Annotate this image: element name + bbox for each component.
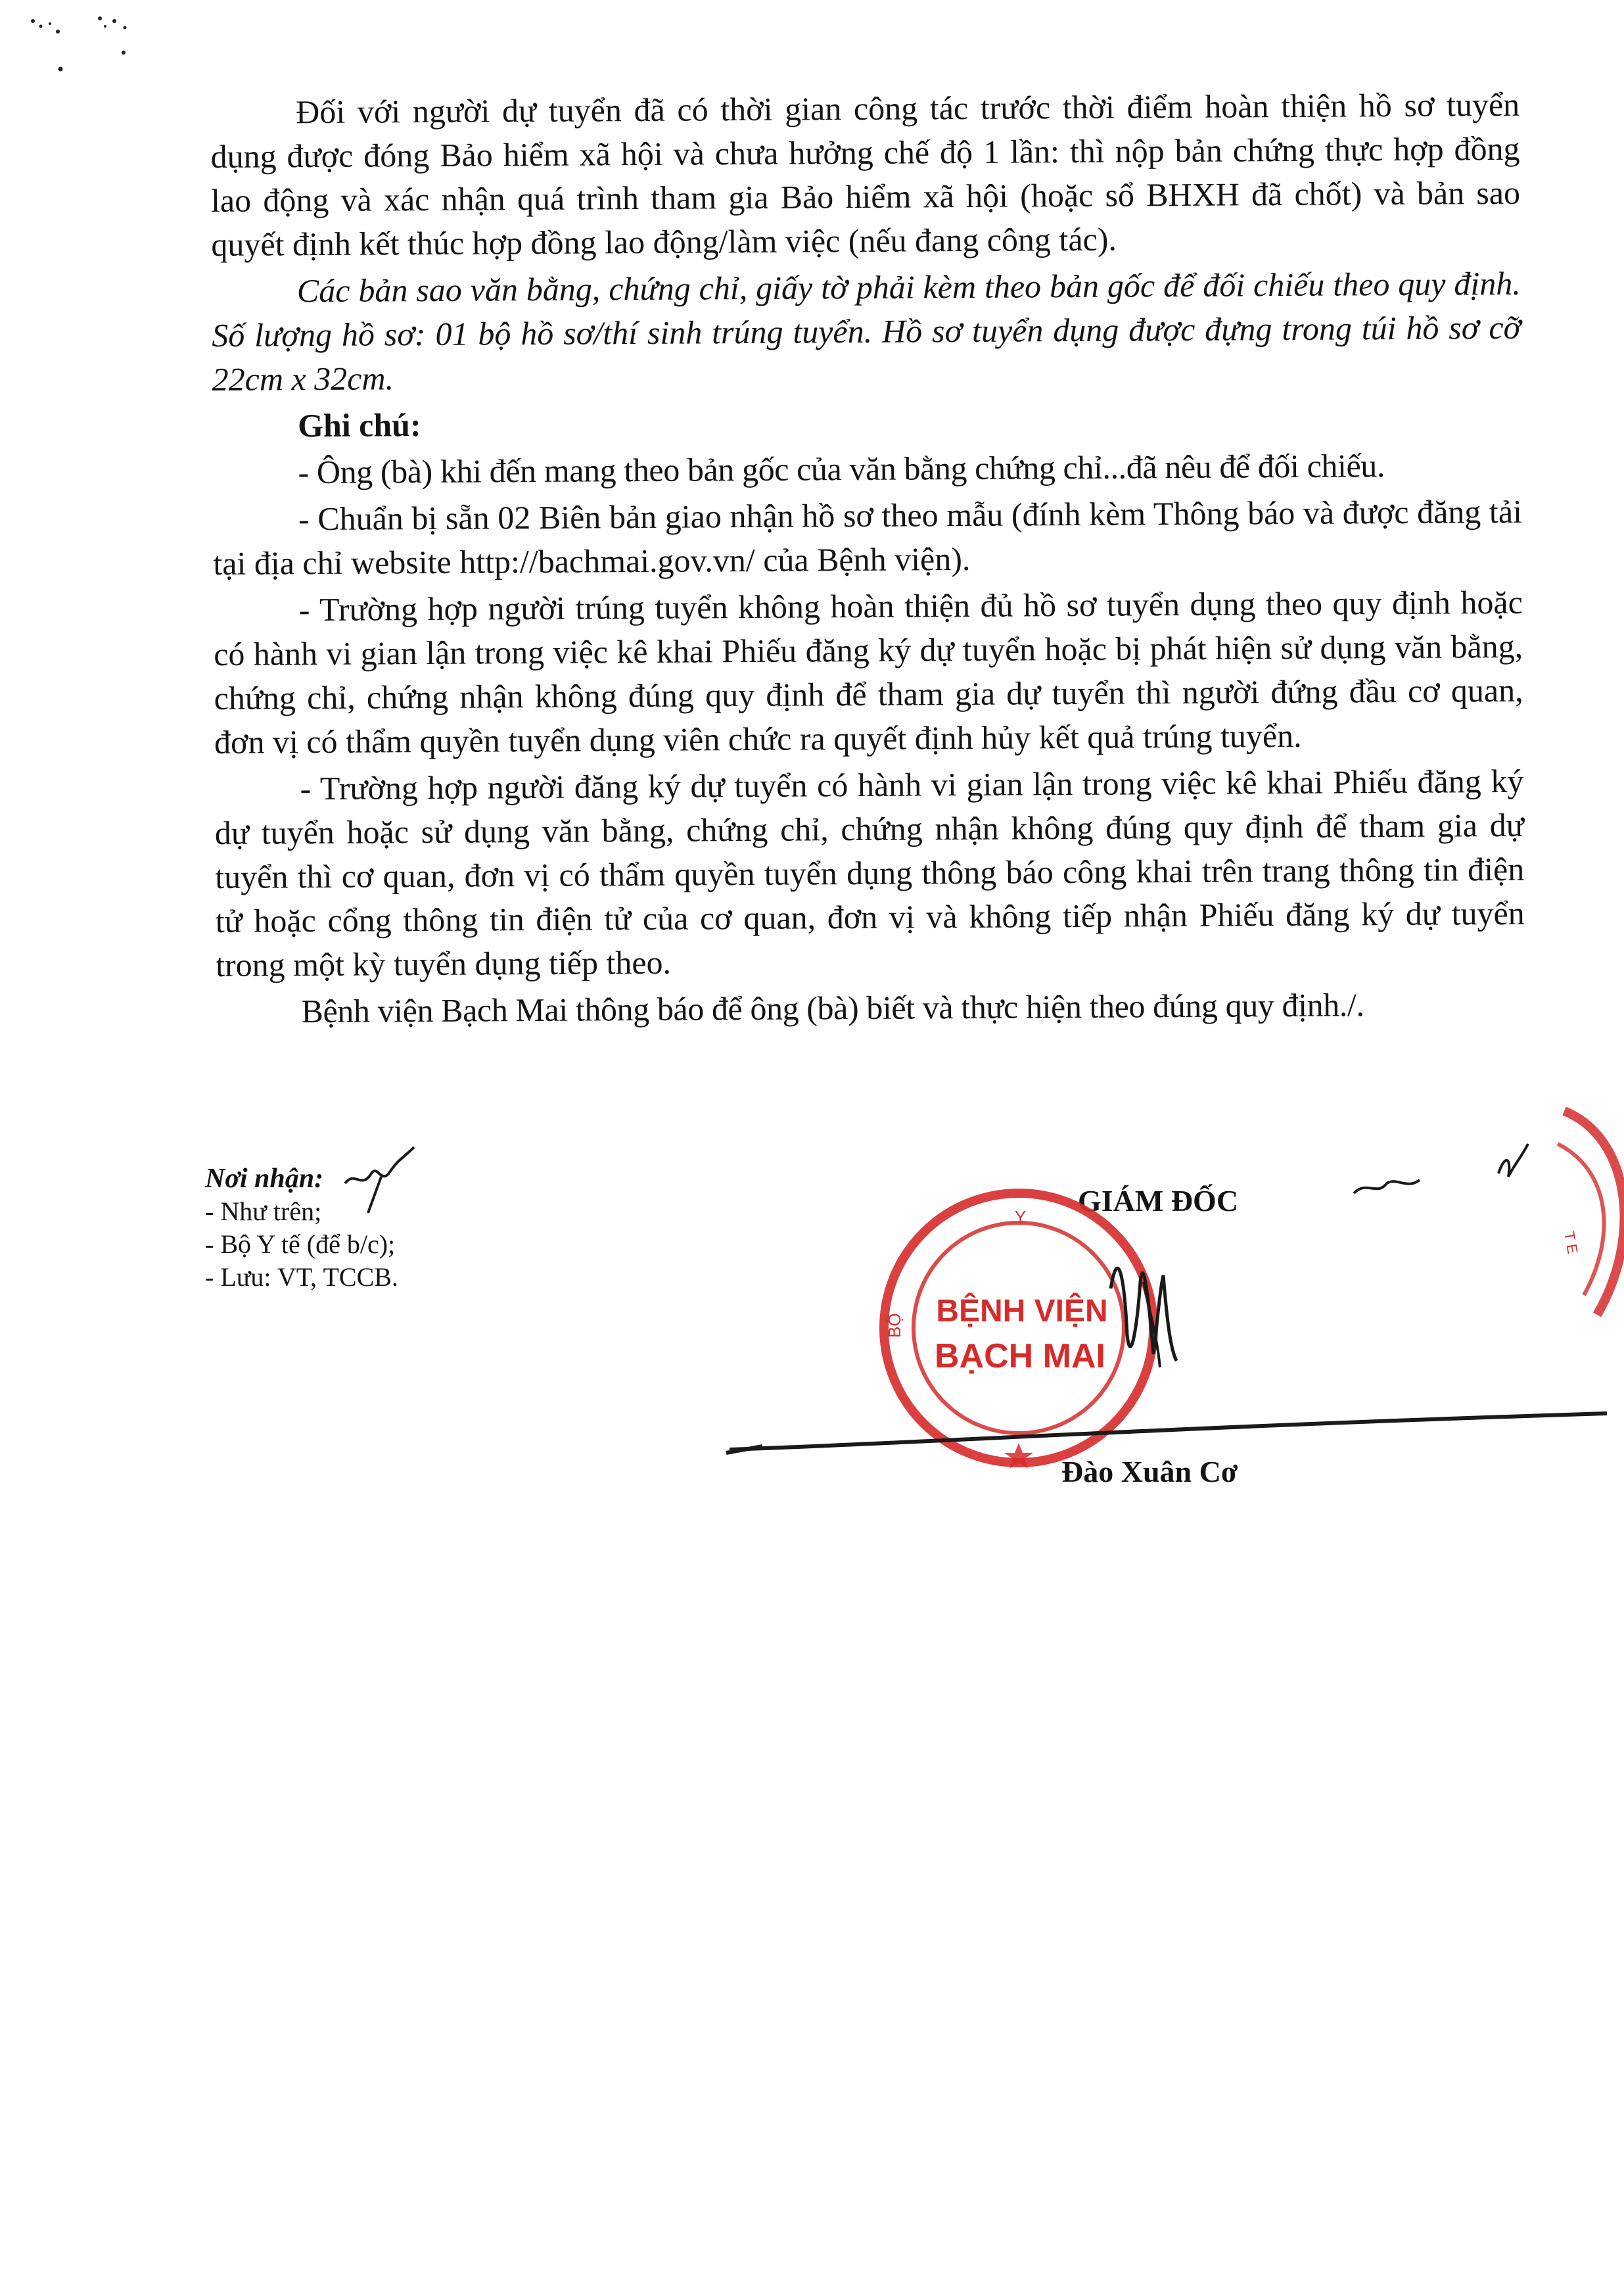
recipients-initials [342,1144,421,1216]
closing-statement: Bệnh viện Bạch Mai thông báo để ông (bà) biết và thực hiện theo đúng quy định./. [301,986,1364,1030]
director-title: GIÁM ĐỐC [1078,1184,1239,1217]
note-heading: Ghi chú: [297,406,421,444]
paragraph-copies: Các bản sao văn bằng, chứng chỉ, giấy tờ phải kèm theo bản gốc để đối chiếu theo quy định. Số lượng hồ sơ: 01 bộ hồ sơ/thí sinh trúng tuyển. Hồ sơ tuyển dụng được đựng trong túi hồ sơ cỡ 22cm x 32cm. [212,264,1521,398]
stamp-ring-left: BỘ [885,1313,904,1338]
body-text [210,83,1525,1037]
note-item-incomplete: - Trường hợp người trúng tuyển không hoàn thiện đủ hồ sơ tuyển dụng theo quy định hoặc có hành vi gian lận trong việc kê khai Phiếu đăng ký dự tuyển hoặc bị phát hiện sử dụng văn bằng, chứng chỉ, chứng nhận không đúng quy định để tham gia dự tuyển thì người đứng đầu cơ quan, đơn vị có thẩm quyền tuyển dụng viên chức ra quyết định hủy kết quả trúng tuyển. [214,583,1523,761]
note-item-fraud: - Trường hợp người đăng ký dự tuyển có hành vi gian lận trong việc kê khai Phiếu đăng ký dự tuyển hoặc sử dụng văn bằng, chứng chỉ, chứng nhận không đúng quy định để tham gia dự tuyển thì cơ quan, đơn vị có thẩm quyền tuyển dụng thông báo công khai trên trang thông tin điện tử hoặc cổng thông tin điện tử của cơ quan, đơn vị và không tiếp nhận Phiếu đăng ký dự tuyển trong một kỳ tuyển dụng tiếp theo. [214,762,1525,983]
stamp-line-1: BỆNH VIỆN [936,1294,1108,1329]
signer-name: Đào Xuân Cơ [1061,1455,1238,1488]
recipient-item: - Lưu: VT, TCCB. [205,1262,398,1292]
svg-text:T E: T E [1561,1230,1581,1256]
recipient-item: - Bộ Y tế (để b/c); [205,1229,396,1259]
note-item-handover: - Chuẩn bị sẵn 02 Biên bản giao nhận hồ sơ theo mẫu (đính kèm Thông báo và được đăng tải tại địa chỉ website http://bachmai.gov.vn/ của Bệnh viện). [213,492,1523,582]
director-signature [723,1118,1624,1486]
recipients-title: Nơi nhận: [205,1164,324,1194]
stamp-ring-top: Y [1015,1207,1027,1227]
paragraph-bhxh: Đối với người dự tuyển đã có thời gian công tác trước thời điểm hoàn thiện hồ sơ tuyển dụng được đóng Bảo hiểm xã hội và chưa hưởng chế độ 1 lần: thì nộp bản chứng thực hợp đồng lao động và xác nhận quá trình tham gia Bảo hiểm xã hội (hoặc sổ BHXH đã chốt) và bản sao quyết định kết thúc hợp đồng lao động/làm việc (nếu đang công tác). [210,85,1521,263]
scan-specks [26,13,145,85]
recipient-item: - Như trên; [205,1196,322,1226]
note-item-originals: - Ông (bà) khi đến mang theo bản gốc của văn bằng chứng chỉ...đã nêu để đối chiếu. [298,447,1385,491]
stamp-line-2: BẠCH MAI [935,1337,1105,1375]
